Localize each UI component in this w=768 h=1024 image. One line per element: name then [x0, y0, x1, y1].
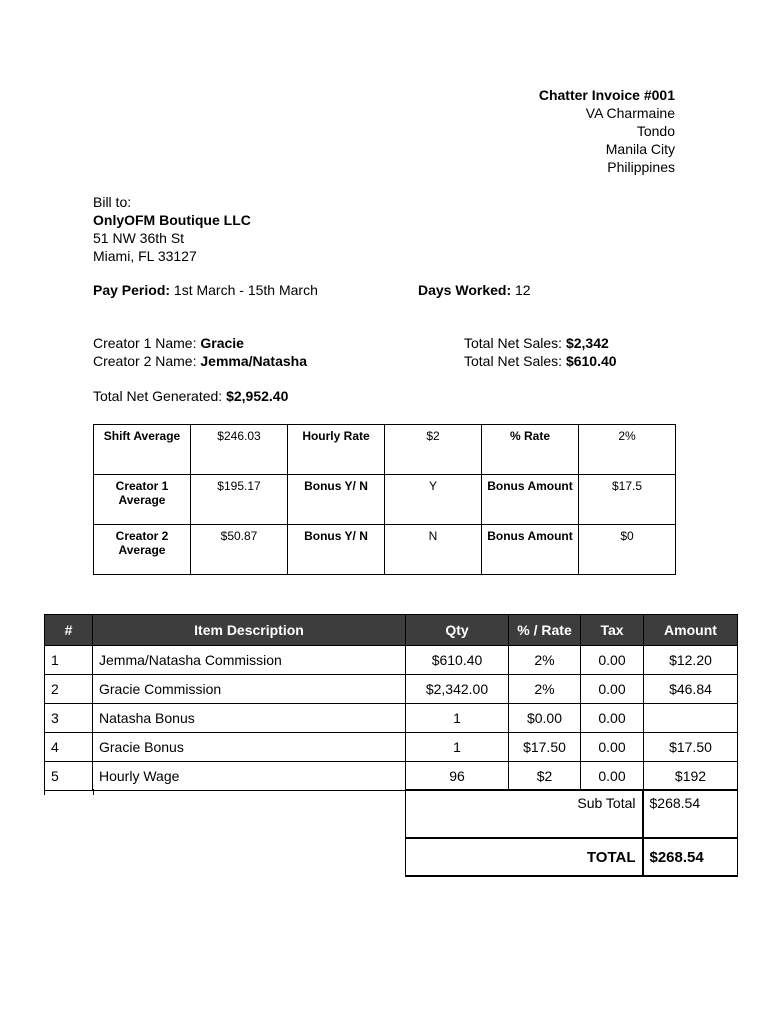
invoice-title: Chatter Invoice #001: [538, 87, 675, 103]
total-value: $268.54: [643, 838, 738, 876]
item-number: 1: [45, 646, 93, 675]
total-row: [406, 838, 738, 876]
col-header-tax: Tax: [581, 615, 644, 646]
item-tax: 0.00: [581, 704, 644, 733]
item-number: 2: [45, 675, 93, 704]
summary-label: Hourly Rate: [288, 425, 385, 475]
item-description: Hourly Wage: [93, 762, 406, 791]
subtotal-value: $268.54: [643, 790, 738, 839]
summary-row: [94, 475, 676, 525]
bill-to-company: OnlyOFM Boutique LLC: [93, 212, 251, 228]
bill-to-address2: Miami, FL 33127: [93, 248, 197, 264]
summary-value: Y: [385, 475, 482, 525]
summary-label: Bonus Y/ N: [288, 475, 385, 525]
item-rate: 2%: [509, 675, 581, 704]
item-rate: $17.50: [509, 733, 581, 762]
creator-2-sales: [464, 352, 617, 370]
summary-value: 2%: [579, 425, 676, 475]
item-number: 3: [45, 704, 93, 733]
pay-period: [93, 281, 318, 299]
item-description: Natasha Bonus: [93, 704, 406, 733]
summary-label: Creator 2 Average: [94, 525, 191, 575]
table-row: [45, 646, 738, 675]
item-number: 5: [45, 762, 93, 791]
creator-1-sales-label: Total Net Sales:: [464, 335, 563, 351]
summary-label: % Rate: [482, 425, 579, 475]
bill-to-address1: 51 NW 36th St: [93, 230, 185, 246]
days-worked-value: 12: [515, 282, 531, 298]
line-items-table: [44, 614, 738, 791]
summary-row: [94, 525, 676, 575]
item-description: Jemma/Natasha Commission: [93, 646, 406, 675]
creator-1-sales-value: $2,342: [565, 335, 609, 351]
col-header-number: #: [45, 615, 93, 646]
summary-label: Shift Average: [94, 425, 191, 475]
item-qty: $610.40: [406, 646, 509, 675]
items-header-row: [45, 615, 738, 646]
creator-2-label: Creator 2 Name:: [93, 353, 197, 369]
creator-2: [93, 352, 307, 370]
col-header-amount: Amount: [644, 615, 738, 646]
summary-value: $50.87: [191, 525, 288, 575]
item-tax: 0.00: [581, 762, 644, 791]
item-amount: $17.50: [644, 733, 738, 762]
table-row: [45, 675, 738, 704]
sender-city: Manila City: [605, 141, 675, 157]
summary-value: $2: [385, 425, 482, 475]
col-header-qty: Qty: [406, 615, 509, 646]
invoice-header: [539, 86, 675, 176]
sender-name: VA Charmaine: [585, 105, 675, 121]
days-worked-label: Days Worked:: [418, 282, 512, 298]
subtotal-label: Sub Total: [406, 790, 643, 839]
item-tax: 0.00: [581, 733, 644, 762]
summary-label: Bonus Amount: [482, 525, 579, 575]
summary-value: $17.5: [579, 475, 676, 525]
item-rate: $2: [509, 762, 581, 791]
table-stub-lines: [44, 789, 94, 795]
summary-value: $246.03: [191, 425, 288, 475]
creator-2-name: Jemma/Natasha: [200, 353, 307, 369]
item-number: 4: [45, 733, 93, 762]
item-rate: 2%: [509, 646, 581, 675]
summary-label: Bonus Y/ N: [288, 525, 385, 575]
pay-period-value: 1st March - 15th March: [173, 282, 318, 298]
summary-label: Bonus Amount: [482, 475, 579, 525]
creator-1-sales: [464, 334, 609, 352]
item-description: Gracie Bonus: [93, 733, 406, 762]
item-qty: 96: [406, 762, 509, 791]
subtotal-row: [406, 790, 738, 839]
item-tax: 0.00: [581, 675, 644, 704]
bill-to: [93, 193, 251, 265]
total-net-generated: [93, 387, 288, 405]
sender-district: Tondo: [636, 123, 675, 139]
item-qty: 1: [406, 704, 509, 733]
creator-2-sales-value: $610.40: [565, 353, 617, 369]
pay-period-label: Pay Period:: [93, 282, 171, 298]
item-amount: $12.20: [644, 646, 738, 675]
sender-country: Philippines: [607, 159, 675, 175]
item-qty: $2,342.00: [406, 675, 509, 704]
days-worked: [418, 281, 531, 299]
summary-row: [94, 425, 676, 475]
summary-value: $0: [579, 525, 676, 575]
creator-1-name: Gracie: [200, 335, 244, 351]
total-net-label: Total Net Generated:: [93, 388, 223, 404]
totals-table: [405, 789, 738, 877]
item-rate: $0.00: [509, 704, 581, 733]
item-tax: 0.00: [581, 646, 644, 675]
summary-table: [93, 424, 676, 575]
item-amount: $46.84: [644, 675, 738, 704]
creator-1-label: Creator 1 Name:: [93, 335, 197, 351]
summary-value: $195.17: [191, 475, 288, 525]
item-amount: $192: [644, 762, 738, 791]
table-row: [45, 762, 738, 791]
table-row: [45, 733, 738, 762]
total-net-value: $2,952.40: [226, 388, 289, 404]
summary-value: N: [385, 525, 482, 575]
item-description: Gracie Commission: [93, 675, 406, 704]
table-row: [45, 704, 738, 733]
total-label: TOTAL: [406, 838, 643, 876]
creator-2-sales-label: Total Net Sales:: [464, 353, 563, 369]
summary-label: Creator 1 Average: [94, 475, 191, 525]
col-header-description: Item Description: [93, 615, 406, 646]
item-amount: [644, 704, 738, 733]
item-qty: 1: [406, 733, 509, 762]
bill-to-label: Bill to:: [93, 194, 132, 210]
col-header-rate: % / Rate: [509, 615, 581, 646]
creator-1: [93, 334, 244, 352]
